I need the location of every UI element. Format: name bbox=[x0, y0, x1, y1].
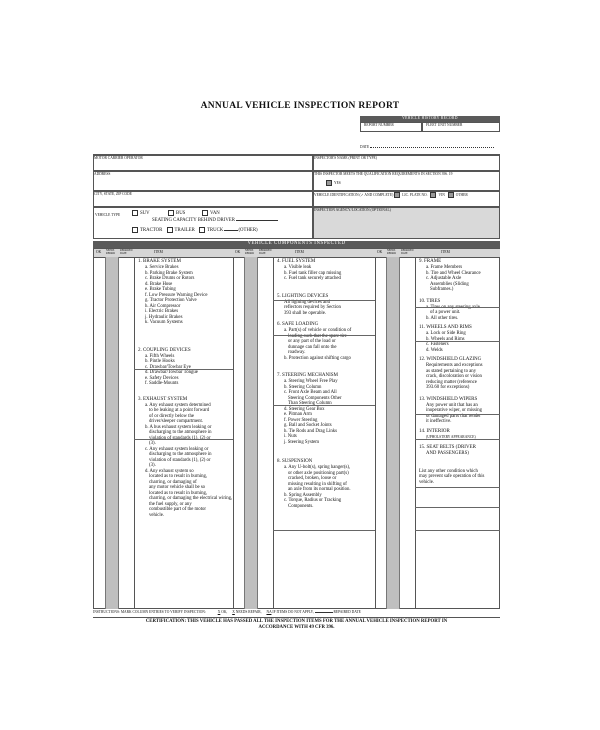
suv-option[interactable] bbox=[132, 210, 150, 217]
column-group-3 bbox=[375, 249, 500, 609]
bus-checkbox[interactable] bbox=[168, 210, 174, 216]
col3-items bbox=[419, 259, 500, 485]
carrier-inspector-form bbox=[93, 154, 500, 239]
list-item: a. Tires on any steering axle bbox=[426, 304, 480, 310]
vehicle-type-section bbox=[93, 207, 313, 239]
other-conditions-section bbox=[419, 469, 500, 486]
col3-ok: OK bbox=[377, 250, 383, 254]
list-item: crack, discoloration or vision bbox=[426, 374, 482, 379]
list-item: b. Spring Assembly bbox=[284, 492, 322, 498]
section-title: 5. LIGHTING DEVICES bbox=[277, 293, 329, 299]
history-header: VEHICLE HISTORY RECORD bbox=[360, 116, 500, 122]
windshield-wipers-section bbox=[419, 397, 500, 425]
coupling-devices-section bbox=[138, 348, 233, 387]
list-item: f. Saddle-Mounts bbox=[145, 381, 179, 386]
windshield-glazing-section bbox=[419, 357, 500, 391]
date-label: DATE bbox=[360, 145, 370, 149]
inspector-name-field[interactable] bbox=[313, 155, 500, 171]
list-item: Assemblies (Sliding bbox=[430, 281, 469, 287]
list-item: g. Tractor Protection Valve bbox=[145, 298, 197, 303]
yes-label: YES bbox=[334, 180, 341, 185]
list-item: a. Frame Members bbox=[426, 265, 463, 270]
col1-needs-repair-column[interactable] bbox=[106, 257, 118, 609]
list-item: j. Hydraulic Brakes bbox=[145, 314, 183, 320]
instructions-line bbox=[93, 610, 500, 618]
certification bbox=[93, 619, 500, 630]
list-item: combustible part of the motor bbox=[149, 507, 207, 512]
list-item: a. Service Brakes bbox=[145, 265, 179, 270]
col1-item: ITEM bbox=[154, 250, 163, 254]
col2-item: ITEM bbox=[295, 250, 304, 254]
na-mark: NA bbox=[266, 610, 272, 614]
qualification-yes-checkbox[interactable] bbox=[326, 180, 332, 186]
components-header: VEHICLE COMPONENTS INSPECTED bbox=[93, 241, 500, 248]
section-title: 10. TIRES bbox=[419, 298, 441, 304]
needs-repair-mark: X bbox=[232, 610, 235, 614]
certification-line-1: CERTIFICATION: THIS VEHICLE HAS PASSED ALL THE INSPECTION ITEMS FOR THE ANNUAL VEHICLE INSPECTION REPORT IN bbox=[145, 619, 448, 624]
list-item: a. Lock or Side Ring bbox=[426, 331, 466, 336]
list-item: c. Fuel tank securely attached bbox=[284, 276, 341, 281]
vin-label: VIN bbox=[438, 192, 445, 197]
list-item: Than Steering Column bbox=[288, 401, 332, 406]
list-item: Subframes.) bbox=[430, 287, 454, 292]
suv-label: SUV bbox=[140, 211, 150, 217]
list-item: located as to result in burning, bbox=[149, 474, 208, 479]
list-item: inoperative wiper, or missing bbox=[426, 408, 483, 413]
list-item: f. Low Pressure Warning Device bbox=[145, 292, 208, 298]
list-item: roadway. bbox=[288, 350, 306, 355]
list-item: an axle from its normal position. bbox=[288, 487, 351, 492]
list-item: b. Steering Column bbox=[284, 384, 322, 390]
qualification-yes-option[interactable] bbox=[326, 180, 499, 186]
col2-needs-repair: NEEDS REPAIR bbox=[245, 249, 254, 255]
list-item: as stated pertaining to any bbox=[426, 368, 477, 374]
trailer-label: TRAILER bbox=[174, 228, 195, 234]
list-item: c. Torque, Radius or Tracking bbox=[284, 498, 342, 503]
list-item: d. Welds bbox=[426, 347, 443, 353]
van-label: VAN bbox=[210, 211, 220, 217]
list-item: i. Electric Brakes bbox=[145, 309, 179, 314]
list-item: List any other condition which bbox=[419, 468, 478, 474]
col3-needs-repair: NEEDS REPAIR bbox=[387, 249, 396, 255]
vehicle-identification-field bbox=[313, 191, 500, 207]
list-item: dunnage can fall onto the bbox=[288, 344, 337, 350]
list-item: c. Adjustable Axle bbox=[426, 276, 462, 281]
van-checkbox[interactable] bbox=[202, 210, 208, 216]
city-state-label: CITY, STATE, ZIP CODE bbox=[94, 192, 132, 196]
report-title: ANNUAL VEHICLE INSPECTION REPORT bbox=[200, 101, 400, 111]
suv-checkbox[interactable] bbox=[132, 210, 138, 216]
section-title: 13. WINDSHIELD WIPERS bbox=[419, 396, 478, 402]
list-item: b. Tire and Wheel Clearance bbox=[426, 270, 481, 276]
section-title: 6. SAFE LOADING bbox=[277, 322, 319, 327]
list-item: reducing matter (reference bbox=[426, 379, 477, 385]
needs-repair-mark-label: NEEDS REPAIR, bbox=[235, 610, 262, 614]
motor-carrier-field[interactable] bbox=[93, 155, 313, 171]
section-title: 15. SEAT BELTS (DRIVER bbox=[419, 445, 476, 451]
lic-plate-checkbox[interactable] bbox=[394, 192, 400, 198]
list-item: d. Steering Gear Box bbox=[284, 406, 325, 412]
section-title: 7. STEERING MECHANISM bbox=[277, 373, 338, 378]
steering-mechanism-section bbox=[277, 373, 375, 445]
na-mark-label: IF ITEMS DO NOT APPLY, bbox=[272, 610, 314, 614]
instructions-label: INSTRUCTIONS: MARK COLUMN ENTRIES TO VERIFY INSPECTION: bbox=[93, 610, 206, 614]
column-group-1 bbox=[94, 249, 234, 609]
list-item: (UPHOLSTERY APPEARANCE) bbox=[426, 434, 476, 439]
list-item: i. Nuts bbox=[284, 434, 297, 439]
list-item: b. Parking Brake System bbox=[145, 270, 193, 276]
list-item: h. Tie Rods and Drag Links bbox=[284, 428, 338, 434]
col2-repaired-date: REPAIRED DATE bbox=[259, 249, 272, 255]
list-item: d. Any exhaust system so bbox=[145, 468, 194, 474]
col2-needs-repair-column[interactable] bbox=[245, 257, 257, 609]
other-paren-label: (OTHER) bbox=[238, 228, 258, 234]
tires-section bbox=[419, 299, 500, 322]
col2-items bbox=[277, 259, 375, 509]
other-label: OTHER bbox=[455, 192, 468, 197]
list-item: charring, or damaging of bbox=[149, 479, 197, 485]
list-item: missing resulting in shifting of bbox=[288, 481, 347, 487]
list-item: or damaged parts that render bbox=[426, 413, 481, 419]
seating-label: SEATING CAPACITY BEHIND DRIVER bbox=[152, 218, 235, 223]
list-item: All lighting devices and bbox=[284, 299, 330, 305]
exhaust-system-section bbox=[138, 397, 233, 519]
report-number-label: REPORT NUMBER bbox=[364, 123, 394, 127]
motor-carrier-label: MOTOR CARRIER OPERATOR bbox=[94, 156, 143, 160]
suspension-section bbox=[277, 459, 375, 509]
components-table bbox=[93, 248, 500, 609]
list-item: a. Any exhaust system determined bbox=[145, 402, 211, 408]
fleet-unit-number-field[interactable] bbox=[422, 122, 500, 132]
list-item: located as to result in burning, bbox=[149, 490, 208, 496]
list-item: discharging to the atmosphere in bbox=[149, 452, 212, 457]
list-item: of or directly below the bbox=[149, 413, 195, 419]
bus-option[interactable] bbox=[168, 210, 185, 217]
column-group-2 bbox=[233, 249, 376, 609]
report-number-field[interactable] bbox=[360, 122, 422, 132]
list-item: b. All other tires. bbox=[426, 315, 459, 321]
list-item: b. Pintle Hooks bbox=[145, 359, 175, 364]
qualification-label: THIS INSPECTOR MEETS THE QUALIFICATION REQUIREMENTS IN SECTION 396. 19 bbox=[314, 172, 453, 176]
list-item: k. Vacuum Systems bbox=[145, 320, 183, 325]
col3-item: ITEM bbox=[441, 250, 450, 254]
other-checkbox[interactable] bbox=[448, 192, 454, 198]
trailer-checkbox[interactable] bbox=[167, 227, 173, 233]
list-item: c. Drawbar/Towbar Eye bbox=[145, 364, 191, 370]
list-item: violation of standards (1), (2) or bbox=[149, 457, 211, 463]
list-item: (3). bbox=[149, 463, 156, 468]
col1-ok: OK bbox=[96, 250, 102, 254]
fuel-system-section bbox=[277, 259, 375, 282]
col1-needs-repair: NEEDS REPAIR bbox=[106, 249, 115, 255]
truck-checkbox[interactable] bbox=[199, 227, 205, 233]
section-title: 4. FUEL SYSTEM bbox=[277, 259, 316, 264]
list-item: may prevent safe operation of this bbox=[419, 474, 485, 480]
list-item: f. Power Steering bbox=[284, 417, 318, 423]
list-item: Steering Components Other bbox=[288, 395, 342, 401]
list-item: Any power unit that has an bbox=[426, 402, 478, 408]
van-option[interactable] bbox=[202, 210, 220, 217]
list-item: any motor vehicle shall be so bbox=[149, 485, 206, 490]
list-item: a. Fifth Wheels bbox=[145, 353, 175, 359]
list-item: e. Brake Tubing bbox=[145, 287, 176, 292]
section-title: 8. SUSPENSION bbox=[277, 459, 313, 464]
inspection-agency-label: INSPECTION AGENCY/LOCATION (OPTIONAL) bbox=[314, 208, 391, 212]
frame-section bbox=[419, 259, 500, 293]
section-title: 9. FRAME bbox=[419, 259, 442, 264]
seating-capacity-field[interactable] bbox=[152, 218, 312, 224]
repaired-date-label: REPAIRED DATE bbox=[333, 610, 361, 614]
date-field[interactable] bbox=[360, 145, 500, 150]
list-item: violation of standards (1), (2) or bbox=[149, 435, 211, 441]
list-item: (3). bbox=[149, 441, 156, 446]
section-title: 12. WINDSHIELD GLAZING bbox=[419, 357, 482, 362]
truck-label: TRUCK bbox=[206, 228, 224, 234]
list-item: h. Air Compressor bbox=[145, 303, 181, 309]
list-item: j. Steering System bbox=[284, 439, 320, 445]
list-item: b. Fuel tank filler cap missing bbox=[284, 270, 342, 276]
interior-section bbox=[419, 429, 500, 440]
section-title: 14. INTERIOR bbox=[419, 428, 450, 434]
lic-plate-label: LIC. PLATE NO. bbox=[402, 192, 428, 197]
city-state-field[interactable] bbox=[93, 191, 313, 207]
section-title: 3. EXHAUST SYSTEM bbox=[138, 396, 188, 402]
section-title: 2. COUPLING DEVICES bbox=[138, 347, 191, 353]
list-item: c. Any exhaust system leaking or bbox=[145, 446, 209, 452]
list-item: d. Brake Hose bbox=[145, 281, 173, 287]
list-item: of a power unit. bbox=[430, 310, 461, 315]
list-item: to be leaking at a point forward bbox=[149, 408, 210, 413]
wheels-rims-section bbox=[419, 325, 500, 353]
lighting-devices-section bbox=[277, 294, 375, 317]
vehicle-id-label: VEHICLE IDENTIFICATION (✓ AND COMPLETE) bbox=[314, 192, 394, 197]
col3-repaired-date: REPAIRED DATE bbox=[401, 249, 414, 255]
col1-repaired-date: REPAIRED DATE bbox=[120, 249, 133, 255]
qualification-field bbox=[313, 171, 500, 191]
list-item: cracked, broken, loose or bbox=[288, 476, 337, 481]
bus-label: BUS bbox=[176, 211, 186, 217]
tractor-label: TRACTOR bbox=[140, 228, 163, 234]
list-item: Requirements and exceptions bbox=[426, 363, 483, 368]
list-item: it ineffective. bbox=[426, 419, 452, 424]
list-item: the fuel supply, or any bbox=[149, 501, 192, 507]
body-type-options bbox=[132, 227, 312, 234]
col2-ok: OK bbox=[235, 250, 241, 254]
list-item: g. Ball and Socket Joints bbox=[284, 423, 332, 428]
list-item: e. Safety Devices bbox=[145, 375, 179, 381]
fleet-unit-number-label: FLEET UNIT NUMBER bbox=[426, 123, 463, 127]
list-item: Components. bbox=[288, 503, 314, 509]
list-item: c. Fasteners bbox=[426, 342, 449, 347]
list-item: or other axle positioning part(s) bbox=[288, 470, 349, 476]
list-item: d. Drawbar/Towbar Tongue bbox=[145, 370, 198, 375]
certification-line-2: ACCORDANCE WITH 49 CFR 396. bbox=[258, 624, 335, 630]
inspector-name-label: INSPECTOR'S NAME (PRINT OR TYPE) bbox=[314, 156, 377, 160]
list-item: discharging to the atmosphere in bbox=[149, 430, 212, 435]
list-item: c. Brake Drums or Rotors bbox=[145, 276, 195, 281]
list-item: b. Wheels and Rims bbox=[426, 336, 465, 342]
list-item: reflectors required by Section bbox=[284, 305, 341, 310]
list-item: 393.60 for exceptions) bbox=[426, 385, 470, 390]
list-item: charring, or damaging the electrical wiring, bbox=[149, 496, 233, 501]
section-title: 1. BRAKE SYSTEM bbox=[138, 259, 181, 264]
list-item: AND PASSENGERS) bbox=[426, 451, 469, 457]
list-item: or any part of the load or bbox=[288, 339, 336, 344]
list-item: c. Front Axle Beam and All bbox=[284, 390, 337, 395]
address-label: ADDRESS bbox=[94, 172, 111, 176]
ok-mark-label: OK, bbox=[221, 610, 228, 614]
list-item: a. Steering Wheel Free Play bbox=[284, 379, 338, 384]
list-item: vehicle. bbox=[419, 479, 435, 485]
tractor-checkbox[interactable] bbox=[132, 227, 138, 233]
vin-checkbox[interactable] bbox=[430, 192, 436, 198]
col1-items bbox=[138, 259, 233, 518]
seat-belts-section bbox=[419, 445, 500, 457]
ok-mark: X bbox=[217, 610, 221, 614]
list-item: a. Part(s) of vehicle or condition of bbox=[284, 328, 352, 333]
list-item: 393 shall be operable. bbox=[284, 310, 327, 316]
col3-needs-repair-column[interactable] bbox=[387, 257, 399, 609]
list-item: a. Visible leak bbox=[284, 265, 312, 270]
list-item: a. Any U-bolt(s), spring hanger(s), bbox=[284, 465, 351, 470]
vehicle-type-label: VEHICLE TYPE bbox=[95, 213, 121, 217]
history-record bbox=[360, 116, 500, 132]
list-item: loading such that the spare tire bbox=[288, 333, 347, 339]
address-field[interactable] bbox=[93, 171, 313, 191]
list-item: b. A bus exhaust system leaking or bbox=[145, 424, 212, 430]
list-item: driver/sleeper compartment. bbox=[149, 419, 204, 424]
inspection-agency-field[interactable] bbox=[313, 207, 500, 239]
list-item: vehicle. bbox=[149, 512, 165, 518]
safe-loading-section bbox=[277, 322, 375, 361]
section-title: 11. WHEELS AND RIMS bbox=[419, 325, 472, 330]
list-item: e. Pitman Arm bbox=[284, 412, 312, 417]
list-item: b. Protection against shifting cargo bbox=[284, 355, 351, 361]
brake-system-section bbox=[138, 259, 233, 326]
